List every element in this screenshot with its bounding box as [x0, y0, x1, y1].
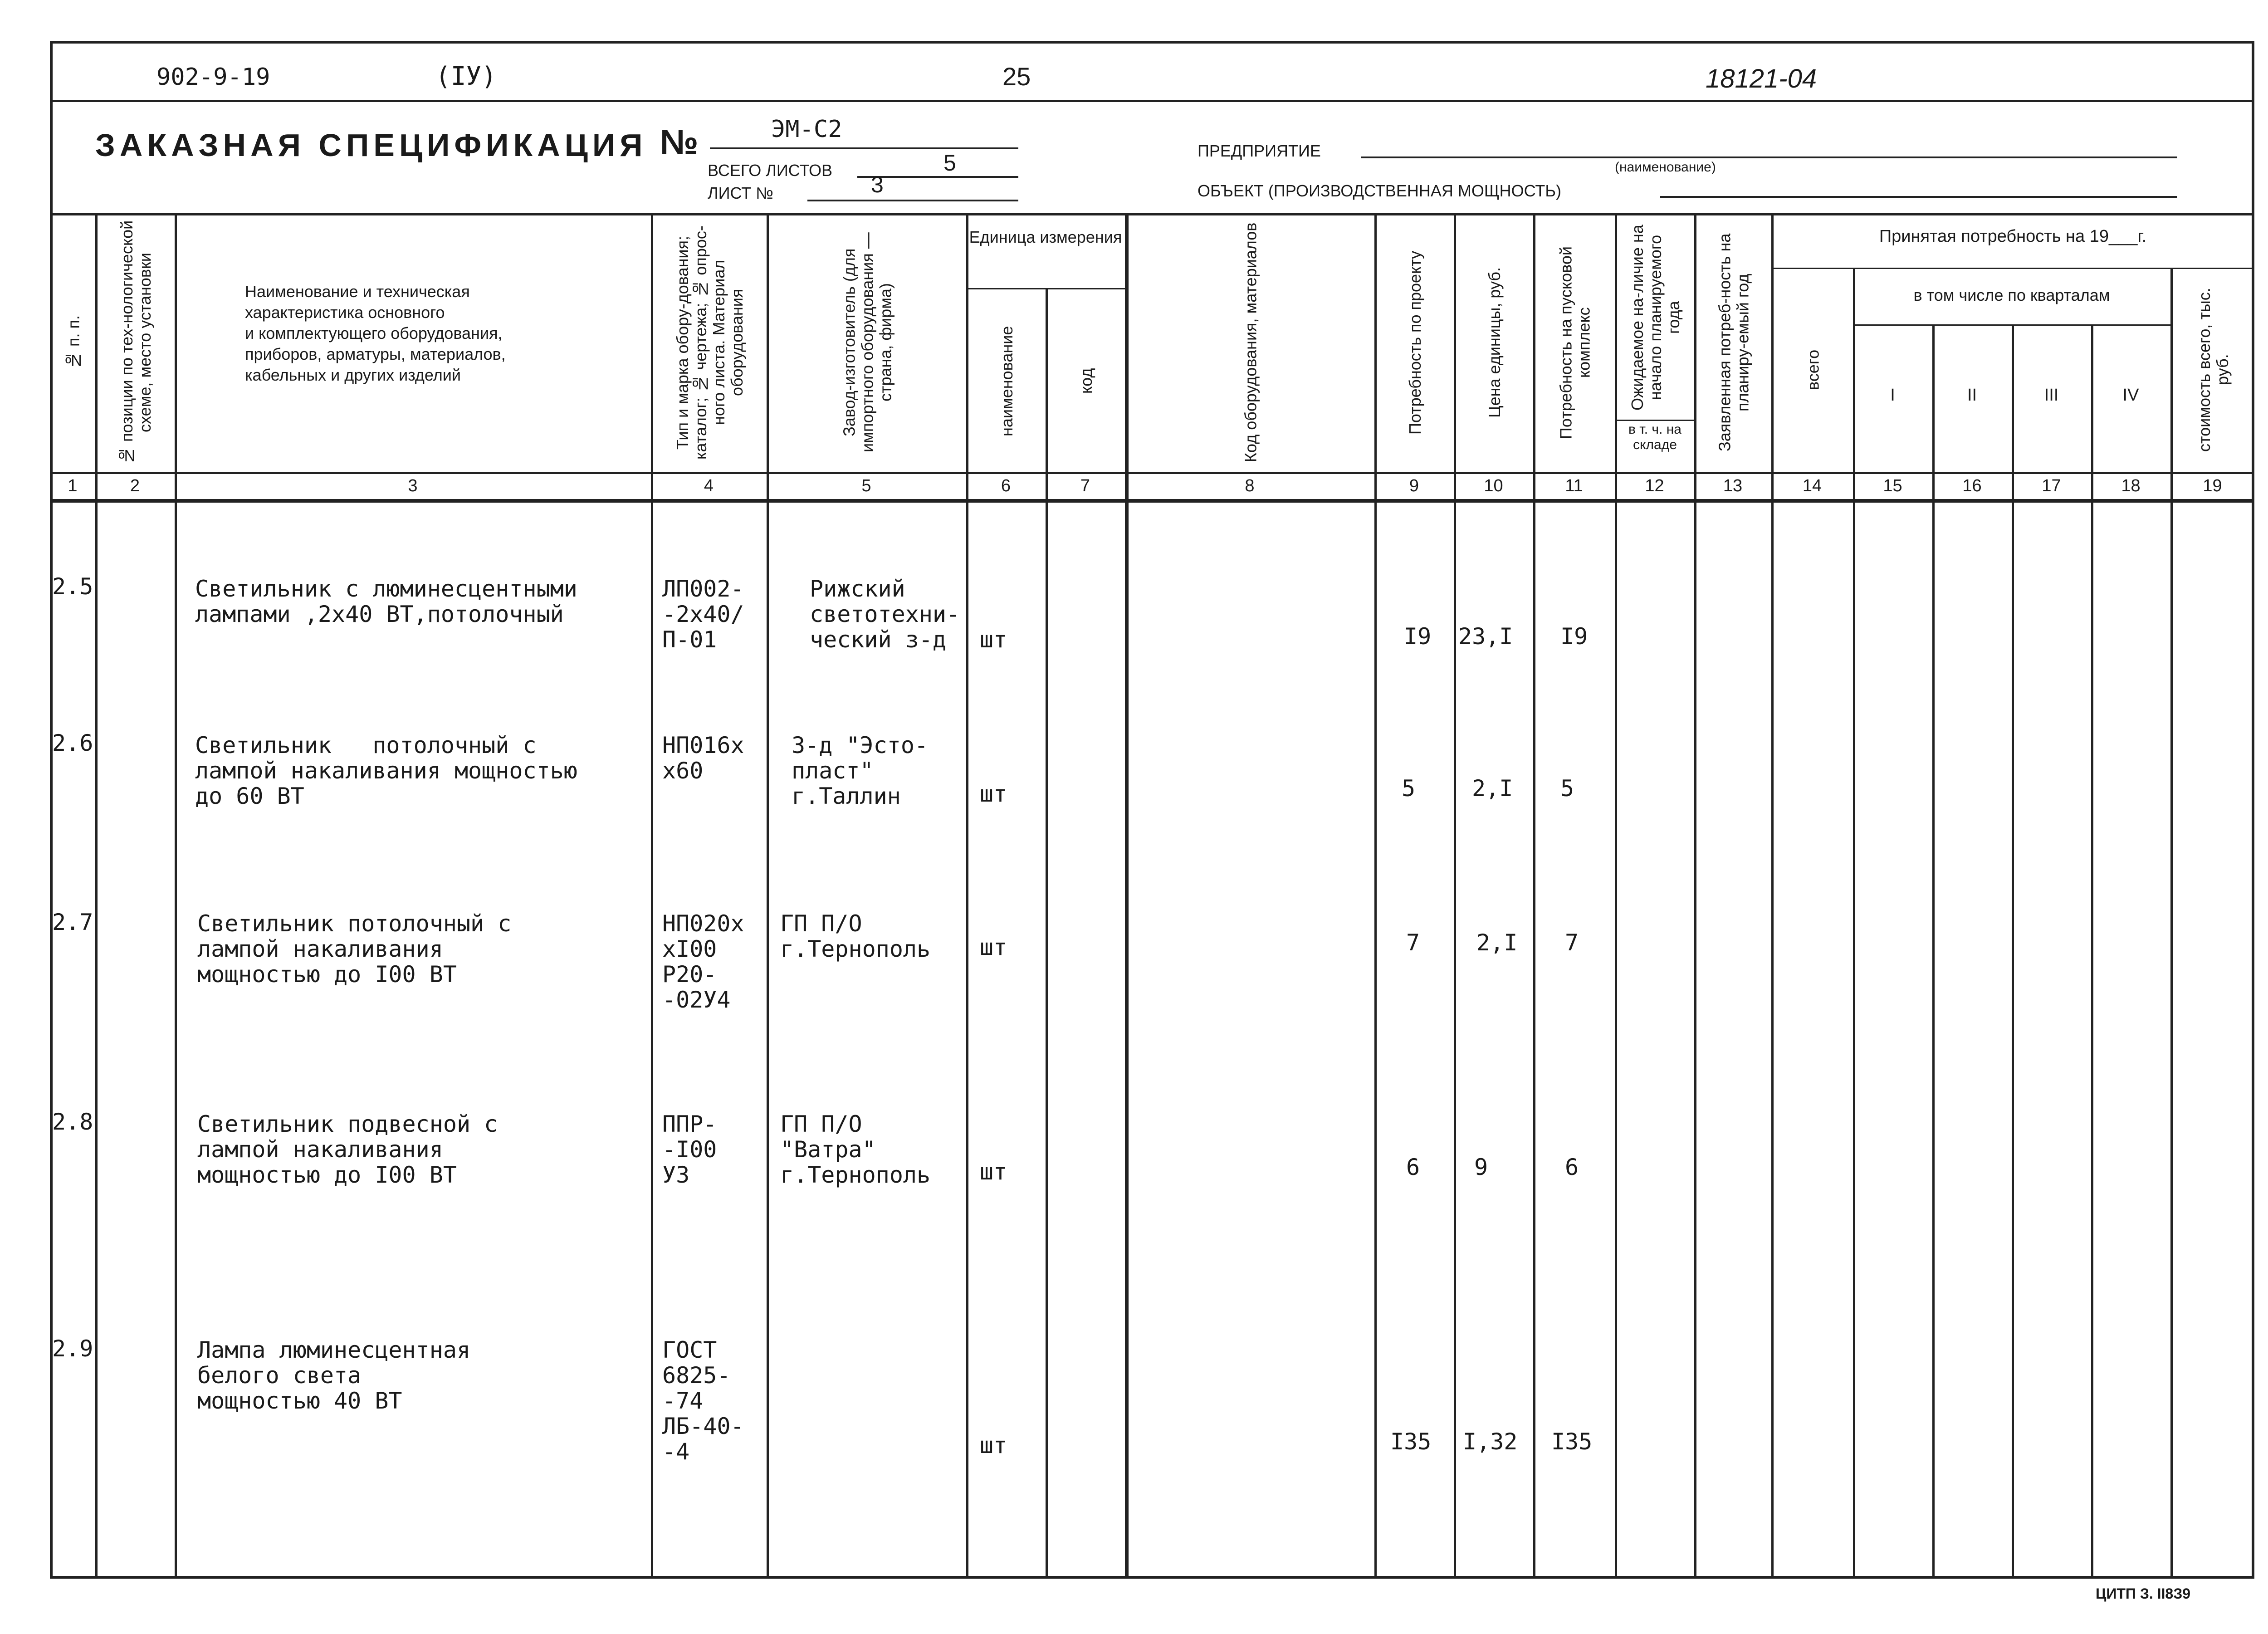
col-line: [1932, 324, 1935, 1579]
col14-header: всего: [1804, 349, 1823, 390]
col-line: [651, 213, 653, 1579]
row-maker-line: ГП П/О: [780, 1111, 862, 1137]
row-type-line: хI00: [662, 936, 717, 962]
row-need: 5: [1402, 775, 1416, 802]
row-type-line: -I00: [662, 1136, 717, 1163]
footer-stamp: ЦИТП З. II8З9: [2096, 1585, 2191, 1602]
row-need: I9: [1404, 623, 1432, 650]
row-maker-line: З-д "Эсто-: [792, 732, 929, 758]
row-number: 2.6: [52, 730, 93, 756]
row-start: 6: [1565, 1154, 1579, 1180]
enterprise-label: ПРЕДПРИЯТИЕ: [1198, 142, 1321, 160]
row-type: [662, 1337, 744, 1464]
col-number: 9: [1409, 476, 1419, 495]
col-number: 7: [1080, 476, 1090, 495]
row-maker-line: пласт": [792, 758, 874, 784]
row-maker-line: г.Тернополь: [780, 1162, 931, 1188]
row-unit: шт: [980, 626, 1007, 653]
sheet-number: 3: [871, 172, 884, 197]
col12-header: Ожидаемое на-личие на начало планируемого года: [1628, 225, 1683, 411]
row-name-line: Светильник потолочный с: [195, 732, 537, 758]
row-type: [662, 1111, 717, 1188]
col-line: [2091, 324, 2093, 1579]
total-sheets-label: ВСЕГО ЛИСТОВ: [708, 161, 832, 180]
row-name-line: мощностью до I00 ВТ: [197, 1162, 457, 1188]
number-sign: №: [660, 123, 699, 161]
row-type-line: 6825-: [662, 1362, 731, 1389]
row-name-line: до 60 ВТ: [195, 783, 304, 809]
header-bottom: [50, 472, 2254, 474]
row-name-line: мощностью 40 ВТ: [197, 1388, 402, 1414]
row-maker-line: г.Тернополь: [780, 936, 931, 962]
col-line: [2170, 268, 2173, 1579]
col-line: [1694, 213, 1696, 1579]
col7-header: код: [1077, 368, 1095, 394]
row-type-line: НП020х: [662, 910, 744, 937]
col-line: [175, 213, 177, 1579]
row-price: 2,I: [1476, 930, 1518, 956]
quarters-divider: [1853, 324, 2170, 326]
row-need: I35: [1390, 1429, 1432, 1455]
row-name-line: мощностью до I00 ВТ: [197, 961, 457, 988]
row-type-line: ППР-: [662, 1111, 717, 1137]
col-number: 12: [1645, 476, 1664, 495]
row-unit: шт: [980, 1432, 1007, 1458]
sheet-label: ЛИСТ №: [708, 184, 773, 202]
row-price: 9: [1474, 1154, 1488, 1180]
col-line: [1615, 213, 1617, 1579]
row-name: [195, 733, 577, 809]
row-name-line: Светильник с люминесцентными: [195, 576, 577, 602]
row-start: I9: [1560, 623, 1588, 650]
row-type-line: -2х40/: [662, 601, 744, 627]
row-name-line: лампой накаливания: [197, 1136, 443, 1163]
row-type-line: УЗ: [662, 1162, 690, 1188]
row-type-line: х60: [662, 758, 704, 784]
col-line: [1853, 268, 1855, 1579]
volume-label: (IУ): [435, 62, 497, 91]
row-maker: [810, 576, 960, 652]
row-unit: шт: [980, 1159, 1007, 1185]
row-price: 2,I: [1472, 775, 1513, 802]
row-name-line: белого света: [197, 1362, 362, 1389]
col12-sub-header: в т. ч. на складе: [1628, 422, 1681, 452]
q2-header: II: [1967, 386, 1977, 405]
row-type: [662, 733, 744, 783]
row-start: I35: [1551, 1429, 1593, 1455]
page-number: 25: [1002, 62, 1031, 91]
col-line: [95, 213, 98, 1579]
row-type-line: Р20-: [662, 961, 717, 988]
col2-header: № позиции по тех-нологической схеме, место установки: [117, 220, 154, 465]
row-type-line: -4: [662, 1438, 690, 1465]
col6-header: наименование: [997, 326, 1016, 436]
col-number: 3: [408, 476, 418, 495]
row-name-line: Лампа люминесцентная: [197, 1337, 471, 1363]
col5-header: Завод-изготовитель (для импортного оборудования —страна, фирма): [840, 232, 895, 453]
row-maker-line: ческий з-д: [810, 626, 947, 653]
sheet-number-line: [807, 200, 1018, 201]
stock-divider: [1615, 420, 1694, 421]
row-maker: [780, 1111, 930, 1188]
col-line: [966, 213, 968, 1579]
col-number: 6: [1001, 476, 1011, 495]
col9-header: Потребность по проекту: [1406, 250, 1424, 435]
row-name-line: лампами ,2х40 ВТ,потолочный: [195, 601, 564, 627]
col-line: [767, 213, 769, 1579]
row-name-line: Светильник подвесной с: [197, 1111, 498, 1137]
row-type-line: -02У4: [662, 987, 731, 1013]
accepted-divider: [1771, 268, 2254, 269]
row-number: 2.9: [52, 1336, 93, 1362]
row-maker-line: "Ватра": [780, 1136, 876, 1163]
col-number: 8: [1245, 476, 1255, 495]
row-type: [662, 911, 744, 1013]
row-unit: шт: [980, 781, 1007, 807]
row-type-line: ГОСТ: [662, 1337, 717, 1363]
row-need: 6: [1406, 1154, 1420, 1180]
row-start: 7: [1565, 930, 1579, 956]
col3-header-line: приборов, арматуры, материалов,: [245, 345, 506, 363]
row-type-line: П-01: [662, 626, 717, 653]
unit-divider: [966, 288, 1125, 289]
col-number: 2: [130, 476, 140, 495]
unit-group-header: Единица измерения: [969, 228, 1122, 246]
name-hint: (наименование): [1615, 160, 1716, 175]
col3-header-line: характеристика основного: [245, 303, 445, 322]
row-type-line: НП016х: [662, 732, 744, 758]
col3-header-line: и комплектующего оборудования,: [245, 324, 503, 342]
row-name: [197, 1337, 470, 1414]
col3-header-line: Наименование и техническая: [245, 282, 470, 301]
col-number: 19: [2203, 476, 2222, 495]
spec-title: ЗАКАЗНАЯ СПЕЦИФИКАЦИЯ: [95, 127, 647, 163]
row-maker-line: Рижский: [810, 576, 905, 602]
col-line: [1454, 213, 1456, 1579]
col3-header: [245, 281, 506, 386]
row-maker-line: г.Таллин: [792, 783, 901, 809]
project-code: 902-9-19: [156, 64, 270, 91]
col-number: 13: [1723, 476, 1743, 495]
total-sheets-value: 5: [943, 150, 956, 176]
col-number: 18: [2121, 476, 2141, 495]
col-number: 14: [1802, 476, 1822, 495]
row-maker: [780, 911, 930, 962]
col-number: 11: [1565, 476, 1583, 495]
object-line: [1660, 196, 2177, 198]
row-maker: [792, 733, 928, 809]
col19-header: стоимость всего, тыс. руб.: [2195, 288, 2232, 452]
col8-header: Код оборудования, материалов: [1241, 222, 1260, 463]
q3-header: III: [2044, 386, 2059, 405]
row-name: [195, 576, 577, 627]
col-line: [1125, 213, 1129, 1579]
quarters-group-header: в том числе по кварталам: [1913, 286, 2110, 304]
q1-header: I: [1890, 386, 1895, 405]
col3-header-line: кабельных и других изделий: [245, 366, 461, 384]
spec-number-line: [710, 147, 1018, 149]
row-unit: шт: [980, 934, 1007, 960]
col-number: 16: [1962, 476, 1982, 495]
row-price: I,32: [1463, 1429, 1518, 1455]
row-price: 23,I: [1458, 623, 1513, 650]
col-number: 15: [1883, 476, 1902, 495]
col10-header: Цена единицы, руб.: [1485, 267, 1504, 418]
top-divider: [50, 100, 2254, 102]
doc-number: 18121-04: [1706, 64, 1817, 93]
row-type: [662, 576, 744, 652]
col-number: 10: [1484, 476, 1503, 495]
row-number: 2.5: [52, 573, 93, 600]
row-type-line: ЛБ-40-: [662, 1413, 744, 1439]
row-maker-line: ГП П/О: [780, 910, 862, 937]
row-name-line: лампой накаливания мощностью: [195, 758, 577, 784]
col-line: [1533, 213, 1535, 1579]
col-number: 17: [2042, 476, 2061, 495]
row-number: 2.8: [52, 1109, 93, 1135]
row-number: 2.7: [52, 909, 93, 935]
row-name-line: лампой накаливания: [197, 936, 443, 962]
row-type-line: ЛП002-: [662, 576, 744, 602]
col4-header: Тип и марка обору-дования; каталог; № чертежа; № опрос-ного листа. Материал оборудования: [673, 225, 746, 460]
row-name: [197, 1111, 498, 1188]
spec-number: ЭМ-С2: [771, 116, 842, 143]
col-line: [1374, 213, 1377, 1579]
enterprise-line: [1361, 157, 2177, 158]
accepted-group-header: Принятая потребность на 19___г.: [1879, 227, 2147, 246]
col-line: [2012, 324, 2014, 1579]
numbers-bottom: [50, 499, 2254, 503]
col-line: [1771, 213, 1774, 1579]
row-start: 5: [1560, 775, 1574, 802]
col-number: 4: [704, 476, 714, 495]
row-type-line: -74: [662, 1388, 704, 1414]
object-label: ОБЪЕКТ (ПРОИЗВОДСТВЕННАЯ МОЩНОСТЬ): [1198, 181, 1561, 200]
q4-header: IV: [2122, 386, 2139, 405]
title-divider: [50, 213, 2254, 215]
col-number: 5: [861, 476, 871, 495]
col-number: 1: [68, 476, 78, 495]
row-maker-line: светотехни-: [810, 601, 960, 627]
col1-header: № п. п.: [64, 315, 83, 370]
row-need: 7: [1406, 930, 1420, 956]
row-name-line: Светильник потолочный с: [197, 910, 512, 937]
col11-header: Потребность на пусковой комплекс: [1556, 246, 1593, 439]
row-name: [197, 911, 511, 987]
col13-header: Заявленная потреб-ность на планиру-емый год: [1715, 233, 1752, 452]
